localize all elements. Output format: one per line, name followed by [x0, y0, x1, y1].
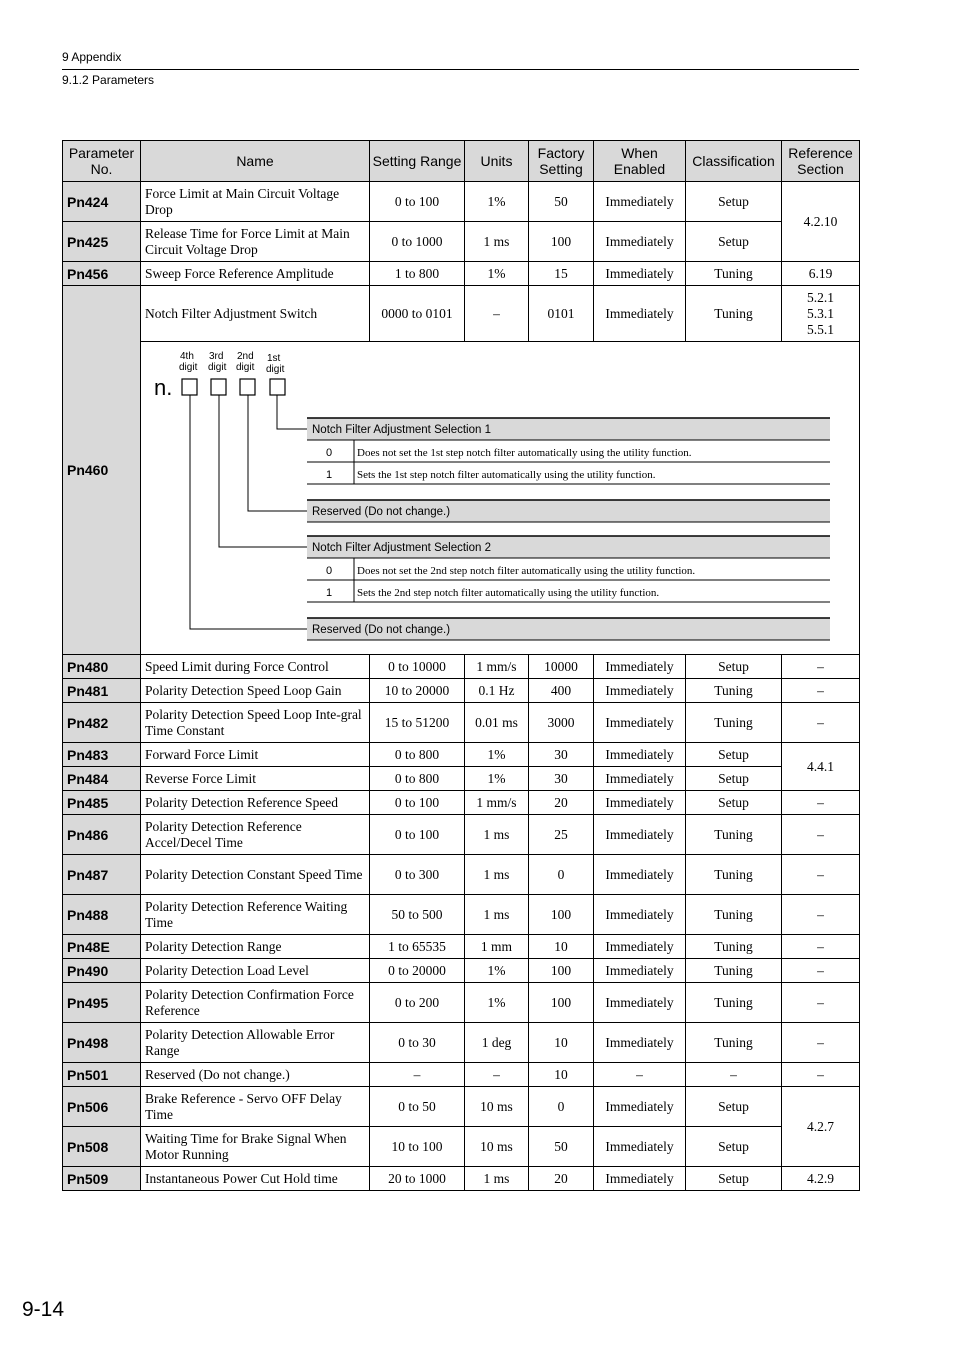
classification: Tuning: [686, 1023, 782, 1063]
classification: Setup: [686, 743, 782, 767]
parameter-no: Pn481: [63, 679, 141, 703]
factory-setting: 10000: [529, 655, 594, 679]
column-header: Units: [465, 141, 529, 182]
reference-section: –: [782, 791, 860, 815]
units: 1 ms: [465, 855, 529, 895]
units: 1%: [465, 959, 529, 983]
parameter-no: Pn488: [63, 895, 141, 935]
table-header-row: [63, 141, 860, 182]
reference-section: 4.2.7: [782, 1087, 860, 1167]
reference-section: 5.2.1 5.3.1 5.5.1: [782, 286, 860, 342]
factory-setting: 100: [529, 895, 594, 935]
reference-section: –: [782, 895, 860, 935]
option-description: Sets the 1st step notch filter automatically using the utility function.: [357, 469, 656, 481]
units: 1%: [465, 983, 529, 1023]
connector-line: [277, 395, 307, 429]
reference-section: –: [782, 983, 860, 1023]
parameter-name: Force Limit at Main Circuit Voltage Drop: [141, 182, 370, 222]
factory-setting: 50: [529, 1127, 594, 1167]
setting-range: 0 to 50: [370, 1087, 465, 1127]
classification: Setup: [686, 655, 782, 679]
reference-section: 6.19: [782, 262, 860, 286]
option-description: Does not set the 1st step notch filter automatically using the utility function.: [357, 447, 692, 459]
option-value: 1: [326, 587, 333, 599]
column-header: Setting Range: [370, 141, 465, 182]
table-row: [63, 983, 860, 1023]
setting-range: 15 to 51200: [370, 703, 465, 743]
reference-section: –: [782, 855, 860, 895]
units: 1 mm/s: [465, 655, 529, 679]
table-row: [63, 815, 860, 855]
setting-range: 0 to 800: [370, 767, 465, 791]
units: 1 ms: [465, 895, 529, 935]
classification: Tuning: [686, 815, 782, 855]
parameter-no: Pn509: [63, 1167, 141, 1191]
notch-filter-diagram: [141, 342, 860, 655]
digit-label: 1st: [267, 353, 281, 364]
reference-section: 4.2.10: [782, 182, 860, 262]
digit-label: 3rd: [209, 351, 224, 362]
parameter-name: Brake Reference - Servo OFF Delay Time: [141, 1087, 370, 1127]
column-header: When Enabled: [594, 141, 686, 182]
when-enabled: Immediately: [594, 1087, 686, 1127]
parameter-no: Pn456: [63, 262, 141, 286]
units: 1 ms: [465, 815, 529, 855]
chapter-header: 9 Appendix: [62, 50, 122, 64]
page-number: 9-14: [22, 1298, 65, 1321]
units: 1%: [465, 182, 529, 222]
parameter-name: Polarity Detection Reference Waiting Time: [141, 895, 370, 935]
parameter-no: Pn482: [63, 703, 141, 743]
setting-range: 50 to 500: [370, 895, 465, 935]
reference-section: –: [782, 815, 860, 855]
when-enabled: Immediately: [594, 767, 686, 791]
selection-1-title: Notch Filter Adjustment Selection 1: [312, 424, 491, 436]
units: 1 mm/s: [465, 791, 529, 815]
parameter-name: Reverse Force Limit: [141, 767, 370, 791]
table-row: [63, 1023, 860, 1063]
parameter-name: Forward Force Limit: [141, 743, 370, 767]
table-row: [63, 182, 860, 222]
digit-label: digit: [236, 362, 255, 373]
table-row: [63, 959, 860, 983]
when-enabled: Immediately: [594, 286, 686, 342]
parameter-name: Polarity Detection Confirmation Force Reference: [141, 983, 370, 1023]
setting-range: 10 to 20000: [370, 679, 465, 703]
factory-setting: 15: [529, 262, 594, 286]
header-rule: [62, 69, 859, 70]
classification: Tuning: [686, 679, 782, 703]
parameter-name: Polarity Detection Speed Loop Gain: [141, 679, 370, 703]
classification: –: [686, 1063, 782, 1087]
units: 0.1 Hz: [465, 679, 529, 703]
digit-label: digit: [208, 362, 227, 373]
classification: Tuning: [686, 262, 782, 286]
units: –: [465, 1063, 529, 1087]
classification: Tuning: [686, 855, 782, 895]
setting-range: –: [370, 1063, 465, 1087]
factory-setting: 30: [529, 767, 594, 791]
when-enabled: Immediately: [594, 983, 686, 1023]
classification: Tuning: [686, 895, 782, 935]
setting-range: 0 to 300: [370, 855, 465, 895]
factory-setting: 20: [529, 1167, 594, 1191]
option-value: 1: [326, 469, 333, 481]
when-enabled: Immediately: [594, 935, 686, 959]
units: 10 ms: [465, 1087, 529, 1127]
units: 0.01 ms: [465, 703, 529, 743]
reference-section: –: [782, 959, 860, 983]
classification: Tuning: [686, 286, 782, 342]
factory-setting: 10: [529, 1063, 594, 1087]
digit-label: digit: [266, 364, 285, 375]
parameter-no: Pn508: [63, 1127, 141, 1167]
parameter-name: Release Time for Force Limit at Main Circuit Voltage Drop: [141, 222, 370, 262]
reference-section: –: [782, 679, 860, 703]
column-header: Factory Setting: [529, 141, 594, 182]
parameter-no: Pn483: [63, 743, 141, 767]
reference-section: –: [782, 935, 860, 959]
parameter-no: Pn495: [63, 983, 141, 1023]
table-row: [63, 222, 860, 262]
table-row: [63, 935, 860, 959]
digit-box: [240, 379, 255, 395]
table-row: [63, 895, 860, 935]
setting-range: 0 to 200: [370, 983, 465, 1023]
when-enabled: Immediately: [594, 182, 686, 222]
table-row: [63, 262, 860, 286]
digit-label: digit: [179, 362, 198, 373]
when-enabled: Immediately: [594, 791, 686, 815]
table-row: [63, 1167, 860, 1191]
units: 1%: [465, 767, 529, 791]
table-row: [63, 767, 860, 791]
parameter-name: Polarity Detection Reference Accel/Decel Time: [141, 815, 370, 855]
setting-range: 10 to 100: [370, 1127, 465, 1167]
parameter-no: Pn425: [63, 222, 141, 262]
digit-diagram: [141, 342, 859, 654]
parameter-no: Pn480: [63, 655, 141, 679]
reference-section: 4.4.1: [782, 743, 860, 791]
digit-label: 4th: [180, 351, 194, 362]
units: 1 ms: [465, 1167, 529, 1191]
factory-setting: 100: [529, 222, 594, 262]
classification: Setup: [686, 1127, 782, 1167]
classification: Setup: [686, 1087, 782, 1127]
reserved-1-label: Reserved (Do not change.): [312, 506, 451, 518]
setting-range: 0 to 100: [370, 182, 465, 222]
parameter-name: Polarity Detection Reference Speed: [141, 791, 370, 815]
reference-section: 4.2.9: [782, 1167, 860, 1191]
digit-prefix: n.: [154, 375, 173, 400]
factory-setting: 25: [529, 815, 594, 855]
parameter-no: Pn506: [63, 1087, 141, 1127]
diagram-row: [63, 342, 860, 655]
digit-box: [211, 379, 226, 395]
parameter-name: Polarity Detection Speed Loop Inte-gral Time Constant: [141, 703, 370, 743]
setting-range: 1 to 65535: [370, 935, 465, 959]
classification: Tuning: [686, 959, 782, 983]
when-enabled: Immediately: [594, 855, 686, 895]
digit-box: [270, 379, 285, 395]
factory-setting: 3000: [529, 703, 594, 743]
option-value: 0: [326, 565, 333, 577]
connector-line: [219, 395, 307, 547]
factory-setting: 30: [529, 743, 594, 767]
parameter-no: Pn490: [63, 959, 141, 983]
setting-range: 0 to 100: [370, 815, 465, 855]
classification: Tuning: [686, 935, 782, 959]
parameter-name: Instantaneous Power Cut Hold time: [141, 1167, 370, 1191]
when-enabled: Immediately: [594, 743, 686, 767]
classification: Tuning: [686, 703, 782, 743]
setting-range: 0 to 10000: [370, 655, 465, 679]
parameter-name: Notch Filter Adjustment Switch: [141, 286, 370, 342]
table-row: [63, 655, 860, 679]
units: 1%: [465, 262, 529, 286]
parameter-no: Pn486: [63, 815, 141, 855]
table-row: [63, 286, 860, 342]
column-header: Name: [141, 141, 370, 182]
parameter-no: Pn460: [63, 286, 141, 655]
classification: Setup: [686, 222, 782, 262]
setting-range: 1 to 800: [370, 262, 465, 286]
table-row: [63, 1063, 860, 1087]
factory-setting: 100: [529, 959, 594, 983]
when-enabled: Immediately: [594, 222, 686, 262]
classification: Setup: [686, 791, 782, 815]
parameter-name: Polarity Detection Load Level: [141, 959, 370, 983]
parameter-name: Polarity Detection Constant Speed Time: [141, 855, 370, 895]
units: 1 mm: [465, 935, 529, 959]
digit-box: [182, 379, 197, 395]
when-enabled: Immediately: [594, 1023, 686, 1063]
setting-range: 0000 to 0101: [370, 286, 465, 342]
option-description: Sets the 2nd step notch filter automatically using the utility function.: [357, 587, 660, 599]
classification: Setup: [686, 1167, 782, 1191]
when-enabled: Immediately: [594, 815, 686, 855]
units: 10 ms: [465, 1127, 529, 1167]
parameter-table: [62, 140, 860, 1191]
factory-setting: 10: [529, 1023, 594, 1063]
factory-setting: 400: [529, 679, 594, 703]
classification: Setup: [686, 182, 782, 222]
factory-setting: 20: [529, 791, 594, 815]
table-row: [63, 743, 860, 767]
column-header: Parameter No.: [63, 141, 141, 182]
parameter-no: Pn487: [63, 855, 141, 895]
setting-range: 0 to 20000: [370, 959, 465, 983]
factory-setting: 100: [529, 983, 594, 1023]
parameter-no: Pn484: [63, 767, 141, 791]
option-value: 0: [326, 447, 333, 459]
factory-setting: 0: [529, 1087, 594, 1127]
parameter-name: Waiting Time for Brake Signal When Motor Running: [141, 1127, 370, 1167]
when-enabled: Immediately: [594, 262, 686, 286]
table-row: [63, 791, 860, 815]
factory-setting: 0101: [529, 286, 594, 342]
classification: Setup: [686, 767, 782, 791]
units: 1%: [465, 743, 529, 767]
parameter-no: Pn498: [63, 1023, 141, 1063]
digit-label: 2nd: [237, 351, 254, 362]
parameter-no: Pn48E: [63, 935, 141, 959]
setting-range: 0 to 1000: [370, 222, 465, 262]
parameter-no: Pn501: [63, 1063, 141, 1087]
option-description: Does not set the 2nd step notch filter automatically using the utility function.: [357, 565, 696, 577]
factory-setting: 10: [529, 935, 594, 959]
parameter-name: Speed Limit during Force Control: [141, 655, 370, 679]
table-row: [63, 1127, 860, 1167]
when-enabled: Immediately: [594, 655, 686, 679]
parameter-no: Pn485: [63, 791, 141, 815]
setting-range: 0 to 30: [370, 1023, 465, 1063]
table-row: [63, 855, 860, 895]
reference-section: –: [782, 1023, 860, 1063]
factory-setting: 0: [529, 855, 594, 895]
reference-section: –: [782, 655, 860, 679]
when-enabled: Immediately: [594, 1127, 686, 1167]
parameter-name: Sweep Force Reference Amplitude: [141, 262, 370, 286]
units: 1 deg: [465, 1023, 529, 1063]
reference-section: –: [782, 703, 860, 743]
table-row: [63, 679, 860, 703]
classification: Tuning: [686, 983, 782, 1023]
column-header: Reference Section: [782, 141, 860, 182]
factory-setting: 50: [529, 182, 594, 222]
section-header: 9.1.2 Parameters: [62, 73, 155, 87]
column-header: Classification: [686, 141, 782, 182]
table-row: [63, 703, 860, 743]
parameter-name: Polarity Detection Allowable Error Range: [141, 1023, 370, 1063]
when-enabled: Immediately: [594, 895, 686, 935]
parameter-name: Reserved (Do not change.): [141, 1063, 370, 1087]
when-enabled: Immediately: [594, 1167, 686, 1191]
when-enabled: –: [594, 1063, 686, 1087]
when-enabled: Immediately: [594, 959, 686, 983]
units: –: [465, 286, 529, 342]
parameter-name: Polarity Detection Range: [141, 935, 370, 959]
table-row: [63, 1087, 860, 1127]
parameter-no: Pn424: [63, 182, 141, 222]
when-enabled: Immediately: [594, 703, 686, 743]
reserved-2-label: Reserved (Do not change.): [312, 624, 451, 636]
reference-section: –: [782, 1063, 860, 1087]
selection-2-title: Notch Filter Adjustment Selection 2: [312, 542, 491, 554]
setting-range: 0 to 100: [370, 791, 465, 815]
setting-range: 0 to 800: [370, 743, 465, 767]
units: 1 ms: [465, 222, 529, 262]
when-enabled: Immediately: [594, 679, 686, 703]
setting-range: 20 to 1000: [370, 1167, 465, 1191]
